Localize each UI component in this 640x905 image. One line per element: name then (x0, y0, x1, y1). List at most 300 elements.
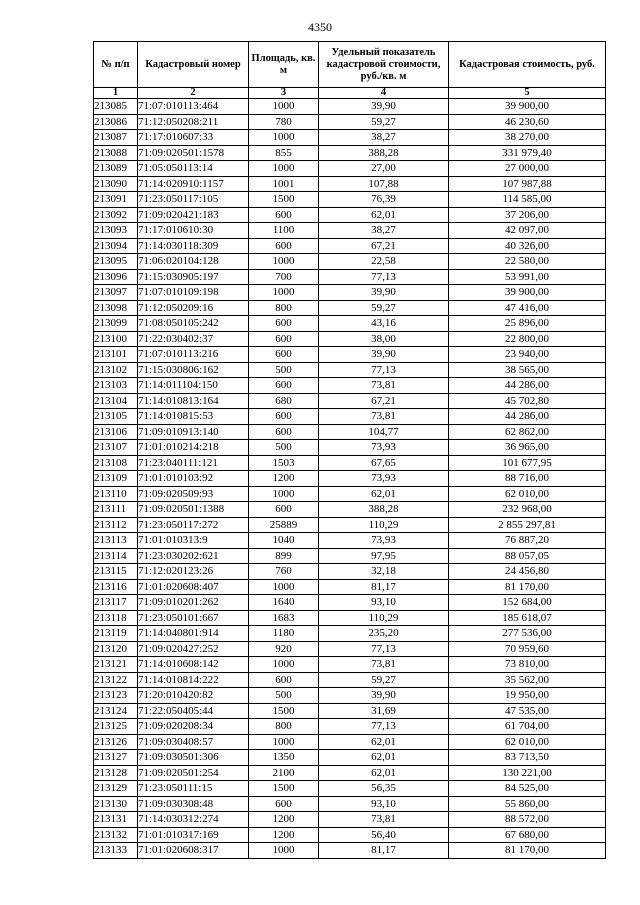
cell-cadastral-number: 71:07:010109:198 (138, 285, 249, 301)
cell-specific-value: 67,21 (319, 393, 449, 409)
cell-specific-value: 235,20 (319, 626, 449, 642)
cell-row-number: 213109 (94, 471, 138, 487)
cell-cadastral-value: 22 580,00 (449, 254, 606, 270)
cell-specific-value: 76,39 (319, 192, 449, 208)
cell-row-number: 213103 (94, 378, 138, 394)
cell-area: 1500 (249, 781, 319, 797)
cell-row-number: 213092 (94, 207, 138, 223)
cell-row-number: 213117 (94, 595, 138, 611)
cell-area: 1500 (249, 192, 319, 208)
cell-specific-value: 73,81 (319, 812, 449, 828)
cell-row-number: 213125 (94, 719, 138, 735)
cell-cadastral-value: 36 965,00 (449, 440, 606, 456)
cell-row-number: 213088 (94, 145, 138, 161)
cell-cadastral-number: 71:01:010317:169 (138, 827, 249, 843)
cell-row-number: 213131 (94, 812, 138, 828)
table-row (94, 378, 606, 394)
cell-row-number: 213127 (94, 750, 138, 766)
cell-cadastral-value: 277 536,00 (449, 626, 606, 642)
cell-row-number: 213112 (94, 517, 138, 533)
cell-cadastral-number: 71:09:010201:262 (138, 595, 249, 611)
cell-specific-value: 59,27 (319, 114, 449, 130)
cell-area: 1200 (249, 471, 319, 487)
cell-cadastral-value: 55 860,00 (449, 796, 606, 812)
cell-specific-value: 62,01 (319, 750, 449, 766)
table-row (94, 796, 606, 812)
cell-area: 600 (249, 424, 319, 440)
cell-row-number: 213100 (94, 331, 138, 347)
cell-area: 1000 (249, 161, 319, 177)
table-row (94, 238, 606, 254)
cell-specific-value: 62,01 (319, 207, 449, 223)
cell-specific-value: 104,77 (319, 424, 449, 440)
table-row (94, 517, 606, 533)
cell-cadastral-value: 40 326,00 (449, 238, 606, 254)
cell-specific-value: 22,58 (319, 254, 449, 270)
cell-specific-value: 31,69 (319, 703, 449, 719)
table-row (94, 114, 606, 130)
cell-row-number: 213086 (94, 114, 138, 130)
cell-row-number: 213116 (94, 579, 138, 595)
cell-cadastral-value: 70 959,60 (449, 641, 606, 657)
cell-cadastral-value: 185 618,07 (449, 610, 606, 626)
cell-area: 1180 (249, 626, 319, 642)
column-index-row (94, 88, 606, 99)
cell-area: 1001 (249, 176, 319, 192)
cell-row-number: 213123 (94, 688, 138, 704)
cell-cadastral-value: 47 416,00 (449, 300, 606, 316)
cell-cadastral-number: 71:09:030501:306 (138, 750, 249, 766)
cell-cadastral-value: 81 170,00 (449, 579, 606, 595)
cell-row-number: 213093 (94, 223, 138, 239)
cell-cadastral-value: 38 270,00 (449, 130, 606, 146)
cell-specific-value: 97,95 (319, 548, 449, 564)
cell-specific-value: 62,01 (319, 734, 449, 750)
table-row (94, 533, 606, 549)
cell-specific-value: 43,16 (319, 316, 449, 332)
cell-area: 2100 (249, 765, 319, 781)
cell-cadastral-value: 152 684,00 (449, 595, 606, 611)
cell-cadastral-number: 71:09:030308:48 (138, 796, 249, 812)
cell-cadastral-number: 71:14:040801:914 (138, 626, 249, 642)
cell-row-number: 213110 (94, 486, 138, 502)
cell-specific-value: 93,10 (319, 796, 449, 812)
cell-row-number: 213120 (94, 641, 138, 657)
cell-area: 1100 (249, 223, 319, 239)
cell-specific-value: 67,65 (319, 455, 449, 471)
cell-specific-value: 388,28 (319, 502, 449, 518)
cadastral-value-table (93, 41, 606, 859)
table-row (94, 409, 606, 425)
cell-area: 1503 (249, 455, 319, 471)
cell-cadastral-number: 71:15:030806:162 (138, 362, 249, 378)
cell-area: 600 (249, 796, 319, 812)
cell-area: 600 (249, 207, 319, 223)
cell-area: 1000 (249, 657, 319, 673)
table-row (94, 843, 606, 859)
cell-area: 600 (249, 331, 319, 347)
cell-cadastral-number: 71:14:010815:53 (138, 409, 249, 425)
table-row (94, 750, 606, 766)
cell-cadastral-number: 71:23:030202:621 (138, 548, 249, 564)
cell-specific-value: 73,81 (319, 409, 449, 425)
cell-row-number: 213094 (94, 238, 138, 254)
table-row (94, 192, 606, 208)
cell-row-number: 213128 (94, 765, 138, 781)
cell-cadastral-number: 71:12:020123:26 (138, 564, 249, 580)
cell-cadastral-value: 44 286,00 (449, 378, 606, 394)
cell-specific-value: 39,90 (319, 285, 449, 301)
cell-row-number: 213104 (94, 393, 138, 409)
cell-cadastral-number: 71:01:010313:9 (138, 533, 249, 549)
cell-cadastral-number: 71:23:050117:105 (138, 192, 249, 208)
cell-row-number: 213089 (94, 161, 138, 177)
cell-cadastral-value: 62 862,00 (449, 424, 606, 440)
cell-cadastral-number: 71:06:020104:128 (138, 254, 249, 270)
cell-area: 760 (249, 564, 319, 580)
cell-cadastral-number: 71:09:010913:140 (138, 424, 249, 440)
cell-specific-value: 107,88 (319, 176, 449, 192)
table-row (94, 300, 606, 316)
cell-row-number: 213121 (94, 657, 138, 673)
cell-cadastral-number: 71:09:020501:1388 (138, 502, 249, 518)
cell-cadastral-number: 71:05:050113:14 (138, 161, 249, 177)
cell-area: 1000 (249, 579, 319, 595)
cell-row-number: 213096 (94, 269, 138, 285)
cell-cadastral-value: 62 010,00 (449, 486, 606, 502)
cell-specific-value: 73,81 (319, 657, 449, 673)
cell-cadastral-value: 76 887,20 (449, 533, 606, 549)
cell-row-number: 213133 (94, 843, 138, 859)
cell-cadastral-value: 61 704,00 (449, 719, 606, 735)
table-row (94, 827, 606, 843)
cell-cadastral-value: 39 900,00 (449, 285, 606, 301)
cell-cadastral-number: 71:08:050105:242 (138, 316, 249, 332)
table-row (94, 641, 606, 657)
table-row (94, 765, 606, 781)
cell-cadastral-number: 71:14:011104:150 (138, 378, 249, 394)
table-row (94, 176, 606, 192)
table-row (94, 812, 606, 828)
table-row (94, 347, 606, 363)
cell-row-number: 213087 (94, 130, 138, 146)
cell-cadastral-value: 101 677,95 (449, 455, 606, 471)
cell-area: 1000 (249, 285, 319, 301)
cell-cadastral-value: 107 987,88 (449, 176, 606, 192)
cell-cadastral-number: 71:09:020501:1578 (138, 145, 249, 161)
table-row (94, 130, 606, 146)
cell-cadastral-value: 35 562,00 (449, 672, 606, 688)
cell-cadastral-number: 71:01:020608:407 (138, 579, 249, 595)
cell-cadastral-number: 71:20:010420:82 (138, 688, 249, 704)
cell-row-number: 213085 (94, 99, 138, 115)
column-index: 1 (94, 88, 138, 99)
header-cadastral-number: Кадастровый номер (138, 42, 249, 88)
cell-area: 680 (249, 393, 319, 409)
cell-cadastral-value: 22 800,00 (449, 331, 606, 347)
cell-area: 1350 (249, 750, 319, 766)
cell-row-number: 213097 (94, 285, 138, 301)
table-row (94, 285, 606, 301)
column-index: 3 (249, 88, 319, 99)
cell-row-number: 213113 (94, 533, 138, 549)
cell-specific-value: 110,29 (319, 517, 449, 533)
column-index: 5 (449, 88, 606, 99)
cell-area: 780 (249, 114, 319, 130)
cell-row-number: 213130 (94, 796, 138, 812)
table-row (94, 502, 606, 518)
cell-cadastral-number: 71:14:010814:222 (138, 672, 249, 688)
table-row (94, 734, 606, 750)
cell-cadastral-number: 71:23:050101:667 (138, 610, 249, 626)
cell-cadastral-value: 46 230,60 (449, 114, 606, 130)
cell-specific-value: 62,01 (319, 765, 449, 781)
cell-area: 500 (249, 362, 319, 378)
cell-area: 25889 (249, 517, 319, 533)
table-row (94, 269, 606, 285)
cell-specific-value: 73,93 (319, 471, 449, 487)
cell-area: 1000 (249, 130, 319, 146)
cell-row-number: 213122 (94, 672, 138, 688)
cell-area: 1000 (249, 99, 319, 115)
cell-area: 1683 (249, 610, 319, 626)
header-row-number: № п/п (94, 42, 138, 88)
cell-specific-value: 77,13 (319, 269, 449, 285)
cell-row-number: 213107 (94, 440, 138, 456)
table-row (94, 424, 606, 440)
cell-row-number: 213102 (94, 362, 138, 378)
cell-cadastral-number: 71:12:050208:211 (138, 114, 249, 130)
cell-cadastral-number: 71:14:010608:142 (138, 657, 249, 673)
cell-specific-value: 81,17 (319, 843, 449, 859)
table-row (94, 254, 606, 270)
cell-cadastral-value: 19 950,00 (449, 688, 606, 704)
cell-cadastral-value: 44 286,00 (449, 409, 606, 425)
table-row (94, 331, 606, 347)
cell-cadastral-number: 71:23:040111:121 (138, 455, 249, 471)
header-area: Площадь, кв. м (249, 42, 319, 88)
cell-specific-value: 73,93 (319, 533, 449, 549)
cell-cadastral-value: 24 456,80 (449, 564, 606, 580)
cell-specific-value: 388,28 (319, 145, 449, 161)
cell-specific-value: 67,21 (319, 238, 449, 254)
cell-cadastral-number: 71:07:010113:464 (138, 99, 249, 115)
table-row (94, 145, 606, 161)
table-row (94, 703, 606, 719)
cell-cadastral-value: 27 000,00 (449, 161, 606, 177)
cell-cadastral-value: 67 680,00 (449, 827, 606, 843)
cell-cadastral-value: 73 810,00 (449, 657, 606, 673)
table-row (94, 362, 606, 378)
cell-area: 600 (249, 378, 319, 394)
cell-row-number: 213095 (94, 254, 138, 270)
cell-area: 800 (249, 300, 319, 316)
cell-area: 920 (249, 641, 319, 657)
cell-area: 855 (249, 145, 319, 161)
cell-row-number: 213108 (94, 455, 138, 471)
cell-cadastral-value: 42 097,00 (449, 223, 606, 239)
table-row (94, 99, 606, 115)
cell-cadastral-value: 39 900,00 (449, 99, 606, 115)
cell-row-number: 213090 (94, 176, 138, 192)
cell-cadastral-number: 71:09:020427:252 (138, 641, 249, 657)
cell-cadastral-value: 88 572,00 (449, 812, 606, 828)
cell-cadastral-number: 71:09:030408:57 (138, 734, 249, 750)
cell-cadastral-number: 71:23:050111:15 (138, 781, 249, 797)
table-row (94, 688, 606, 704)
cell-area: 500 (249, 440, 319, 456)
cell-row-number: 213105 (94, 409, 138, 425)
cell-area: 800 (249, 719, 319, 735)
cell-area: 899 (249, 548, 319, 564)
cell-cadastral-number: 71:15:030905:197 (138, 269, 249, 285)
cell-specific-value: 62,01 (319, 486, 449, 502)
cell-cadastral-value: 84 525,00 (449, 781, 606, 797)
table-row (94, 657, 606, 673)
cell-area: 1500 (249, 703, 319, 719)
cell-specific-value: 77,13 (319, 362, 449, 378)
cell-area: 1000 (249, 734, 319, 750)
table-row (94, 579, 606, 595)
cell-area: 1040 (249, 533, 319, 549)
cell-cadastral-value: 83 713,50 (449, 750, 606, 766)
table-row (94, 781, 606, 797)
cell-specific-value: 59,27 (319, 672, 449, 688)
cell-specific-value: 110,29 (319, 610, 449, 626)
cell-cadastral-value: 62 010,00 (449, 734, 606, 750)
cell-area: 1200 (249, 827, 319, 843)
cell-row-number: 213106 (94, 424, 138, 440)
cell-row-number: 213126 (94, 734, 138, 750)
cell-cadastral-number: 71:14:030118:309 (138, 238, 249, 254)
cell-cadastral-value: 88 057,05 (449, 548, 606, 564)
cell-area: 1000 (249, 843, 319, 859)
cell-cadastral-value: 25 896,00 (449, 316, 606, 332)
table-row (94, 486, 606, 502)
cell-cadastral-number: 71:01:010103:92 (138, 471, 249, 487)
cell-row-number: 213091 (94, 192, 138, 208)
table-row (94, 564, 606, 580)
table-row (94, 719, 606, 735)
cell-cadastral-value: 23 940,00 (449, 347, 606, 363)
cell-cadastral-value: 2 855 297,81 (449, 517, 606, 533)
cell-area: 1640 (249, 595, 319, 611)
table-row (94, 455, 606, 471)
cell-row-number: 213124 (94, 703, 138, 719)
cell-row-number: 213115 (94, 564, 138, 580)
cell-specific-value: 73,81 (319, 378, 449, 394)
table-row (94, 393, 606, 409)
cell-cadastral-number: 71:09:020509:93 (138, 486, 249, 502)
cell-specific-value: 38,00 (319, 331, 449, 347)
cell-row-number: 213132 (94, 827, 138, 843)
cell-cadastral-value: 38 565,00 (449, 362, 606, 378)
cell-row-number: 213119 (94, 626, 138, 642)
cell-row-number: 213129 (94, 781, 138, 797)
cell-area: 600 (249, 316, 319, 332)
cell-cadastral-value: 232 968,00 (449, 502, 606, 518)
cell-specific-value: 32,18 (319, 564, 449, 580)
table-row (94, 610, 606, 626)
cell-area: 600 (249, 238, 319, 254)
cell-area: 600 (249, 502, 319, 518)
cell-cadastral-number: 71:14:020910:1157 (138, 176, 249, 192)
cell-row-number: 213114 (94, 548, 138, 564)
header-cadastral-value: Кадастровая стоимость, руб. (449, 42, 606, 88)
cell-specific-value: 73,93 (319, 440, 449, 456)
cell-area: 1000 (249, 486, 319, 502)
cell-specific-value: 38,27 (319, 223, 449, 239)
table-row (94, 207, 606, 223)
cell-specific-value: 77,13 (319, 719, 449, 735)
table-row (94, 595, 606, 611)
cell-row-number: 213098 (94, 300, 138, 316)
cell-cadastral-number: 71:14:010813:164 (138, 393, 249, 409)
cell-specific-value: 38,27 (319, 130, 449, 146)
table-row (94, 223, 606, 239)
cell-area: 500 (249, 688, 319, 704)
cell-cadastral-value: 88 716,00 (449, 471, 606, 487)
cell-area: 600 (249, 347, 319, 363)
cell-cadastral-number: 71:22:050405:44 (138, 703, 249, 719)
cell-area: 1200 (249, 812, 319, 828)
table-row (94, 672, 606, 688)
table-body (94, 99, 606, 859)
cell-row-number: 213099 (94, 316, 138, 332)
cell-cadastral-value: 81 170,00 (449, 843, 606, 859)
page-number: 4350 (308, 20, 332, 34)
cell-cadastral-number: 71:12:050209:16 (138, 300, 249, 316)
cell-area: 1000 (249, 254, 319, 270)
cell-specific-value: 59,27 (319, 300, 449, 316)
cell-specific-value: 93,10 (319, 595, 449, 611)
cell-cadastral-number: 71:22:030402:37 (138, 331, 249, 347)
cell-specific-value: 39,90 (319, 688, 449, 704)
column-index: 2 (138, 88, 249, 99)
cell-cadastral-value: 114 585,00 (449, 192, 606, 208)
cell-area: 600 (249, 409, 319, 425)
cell-cadastral-value: 331 979,40 (449, 145, 606, 161)
cell-area: 700 (249, 269, 319, 285)
cell-cadastral-number: 71:07:010113:216 (138, 347, 249, 363)
cell-cadastral-number: 71:17:010610:30 (138, 223, 249, 239)
cell-cadastral-number: 71:09:020501:254 (138, 765, 249, 781)
table-row (94, 440, 606, 456)
cell-cadastral-number: 71:01:010214:218 (138, 440, 249, 456)
cell-specific-value: 56,40 (319, 827, 449, 843)
cell-cadastral-number: 71:09:020421:183 (138, 207, 249, 223)
table-row (94, 548, 606, 564)
cell-cadastral-value: 47 535,00 (449, 703, 606, 719)
cell-cadastral-value: 130 221,00 (449, 765, 606, 781)
cell-cadastral-value: 53 991,00 (449, 269, 606, 285)
cell-specific-value: 56,35 (319, 781, 449, 797)
cell-cadastral-number: 71:09:020208:34 (138, 719, 249, 735)
cell-specific-value: 39,90 (319, 99, 449, 115)
cell-row-number: 213111 (94, 502, 138, 518)
cell-cadastral-number: 71:17:010607:33 (138, 130, 249, 146)
table-header-row (94, 42, 606, 88)
table-row (94, 626, 606, 642)
cell-cadastral-value: 45 702,80 (449, 393, 606, 409)
cell-specific-value: 77,13 (319, 641, 449, 657)
cell-specific-value: 81,17 (319, 579, 449, 595)
cell-cadastral-number: 71:14:030312:274 (138, 812, 249, 828)
cell-specific-value: 39,90 (319, 347, 449, 363)
cell-cadastral-number: 71:01:020608:317 (138, 843, 249, 859)
cell-cadastral-value: 37 206,00 (449, 207, 606, 223)
cell-row-number: 213118 (94, 610, 138, 626)
